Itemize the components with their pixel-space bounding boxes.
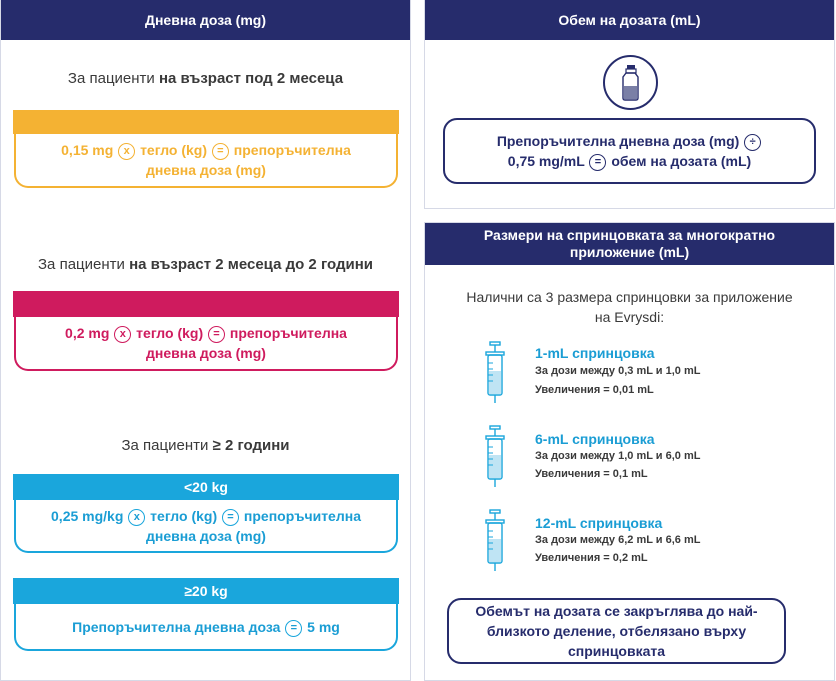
2-months-to-2-years-bar — [13, 291, 399, 317]
syringe-12ml-step: Увеличения = 0,2 mL — [535, 552, 648, 564]
under-20kg-bar: <20 kg — [13, 474, 399, 500]
dose-volume-header: Обем на дозата (mL) — [425, 0, 834, 40]
multiply-icon: x — [128, 509, 145, 526]
syringe-12ml-range: За дози между 6,2 mL и 6,6 mL — [535, 534, 701, 546]
under-2-months-formula: 0,15 mg x тегло (kg) = препоръчителна дневна доза (mg) — [14, 134, 398, 188]
syringe-12ml-title: 12-mL спринцовка — [535, 515, 663, 531]
syringe-1ml-range: За дози между 0,3 mL и 1,0 mL — [535, 365, 701, 377]
under-2-months-title: За пациенти на възраст под 2 месеца — [67, 70, 344, 87]
dose-volume-formula: Препоръчителна дневна доза (mg) ÷ 0,75 mg/mL = обем на дозата (mL) — [443, 118, 816, 184]
rounding-note: Обемът на дозата се закръглява до най-близкото деление, отбелязано върху спринцовката — [447, 598, 786, 664]
equals-icon: = — [285, 620, 302, 637]
equals-icon: = — [212, 143, 229, 160]
over-20kg-formula: Препоръчителна дневна доза = 5 mg — [14, 604, 398, 651]
daily-dose-header: Дневна доза (mg) — [1, 0, 410, 40]
syringe-icon — [480, 341, 510, 405]
syringe-icon — [480, 425, 510, 489]
equals-icon: = — [208, 326, 225, 343]
under-20kg-formula: 0,25 mg/kg x тегло (kg) = препоръчителна дневна доза (mg) — [14, 500, 398, 553]
syringe-1ml-step: Увеличения = 0,01 mL — [535, 384, 654, 396]
multiply-icon: x — [118, 143, 135, 160]
over-20kg-bar: ≥20 kg — [13, 578, 399, 604]
over-2-years-title: За пациенти ≥ 2 години — [121, 437, 290, 454]
syringe-6ml-range: За дози между 1,0 mL и 6,0 mL — [535, 450, 701, 462]
syringe-6ml-title: 6-mL спринцовка — [535, 431, 655, 447]
under-2-months-bar — [13, 110, 399, 134]
syringe-intro: Налични са 3 размера спринцовки за приложение на Evrysdi: — [466, 289, 793, 325]
equals-icon: = — [589, 154, 606, 171]
syringe-6ml-step: Увеличения = 0,1 mL — [535, 468, 648, 480]
divide-icon: ÷ — [744, 134, 761, 151]
multiply-icon: x — [114, 326, 131, 343]
2-months-to-2-years-title: За пациенти на възраст 2 месеца до 2 години — [38, 256, 373, 273]
syringe-sizes-header: Размери на спринцовката за многократно приложение (mL) — [425, 223, 834, 265]
dose-volume-panel — [424, 0, 835, 209]
vial-icon — [603, 55, 658, 110]
syringe-sizes-panel — [424, 222, 835, 681]
2-months-to-2-years-formula: 0,2 mg x тегло (kg) = препоръчителна дневна доза (mg) — [14, 317, 398, 371]
equals-icon: = — [222, 509, 239, 526]
daily-dose-panel — [0, 0, 411, 681]
syringe-1ml-title: 1-mL спринцовка — [535, 345, 655, 361]
syringe-icon — [480, 509, 510, 573]
